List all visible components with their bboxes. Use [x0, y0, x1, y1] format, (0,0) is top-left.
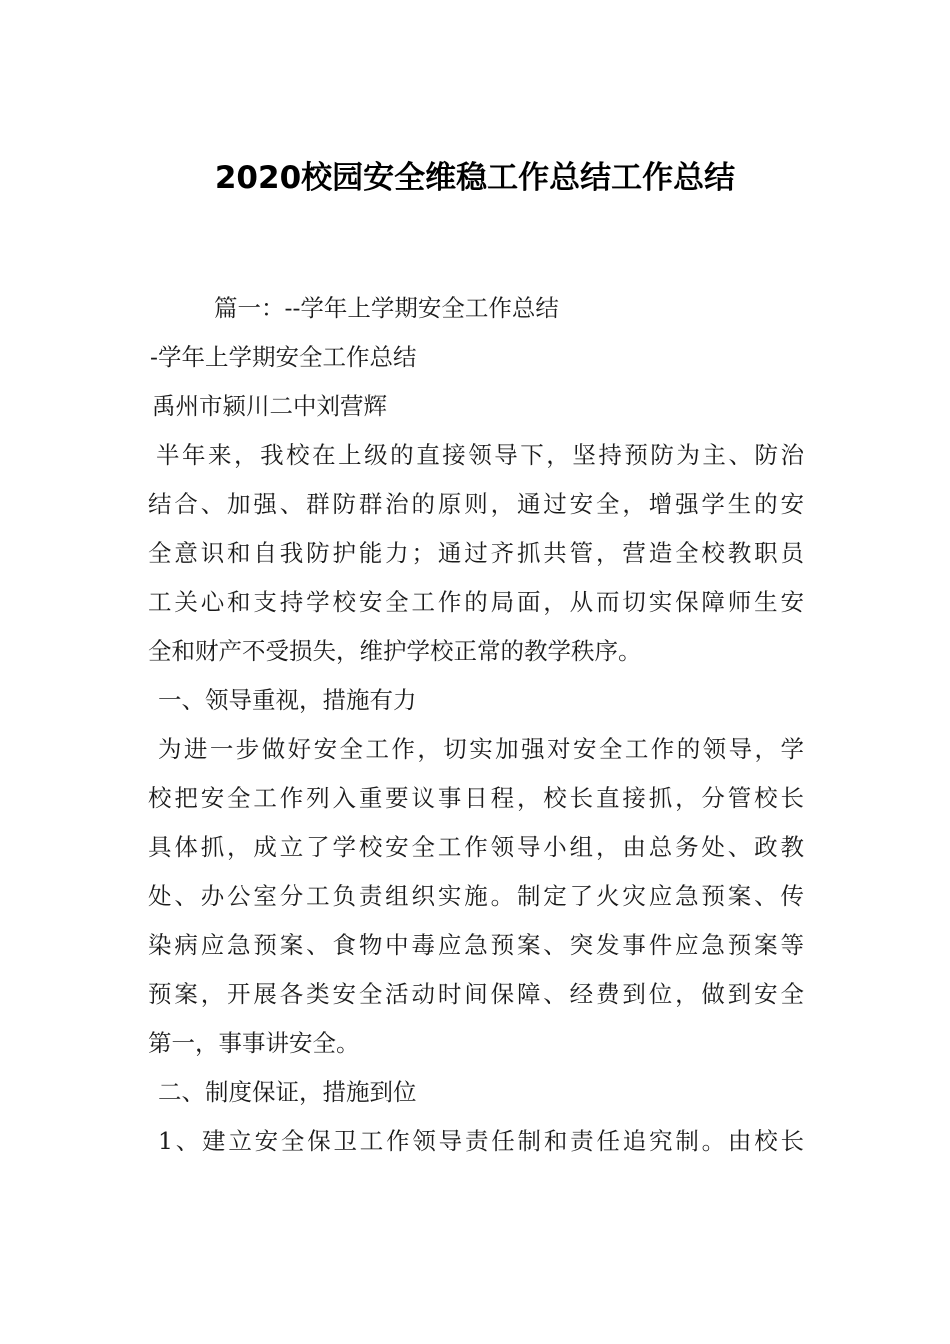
article-subtitle: -学年上学期安全工作总结 [150, 343, 417, 371]
section-heading: 二、制度保证，措施到位 [158, 1078, 417, 1106]
section-heading: 一、领导重视，措施有力 [158, 686, 417, 714]
paragraph-line: 校把安全工作列入重要议事日程，校长直接抓，分管校长 [148, 784, 804, 812]
paragraph-line: 预案，开展各类安全活动时间保障、经费到位，做到安全 [148, 980, 804, 1008]
paragraph-line: 第一，事事讲安全。 [148, 1029, 360, 1057]
paragraph-line: 1、建立安全保卫工作领导责任制和责任追究制。由校长 [158, 1127, 804, 1155]
paragraph-line: 具体抓，成立了学校安全工作领导小组，由总务处、政教 [148, 833, 804, 861]
paragraph-line: 全和财产不受损失，维护学校正常的教学秩序。 [148, 637, 642, 665]
document-title: 2020校园安全维稳工作总结工作总结 [214, 160, 736, 196]
paragraph-line: 半年来，我校在上级的直接领导下，坚持预防为主、防治 [156, 441, 804, 469]
paragraph-line: 处、办公室分工负责组织实施。制定了火灾应急预案、传 [148, 882, 804, 910]
paragraph-line: 为进一步做好安全工作，切实加强对安全工作的领导，学 [158, 735, 804, 763]
article-heading: 篇一：--学年上学期安全工作总结 [214, 294, 559, 322]
article-author: 禹州市颍川二中刘营辉 [152, 392, 387, 420]
paragraph-line: 结合、加强、群防群治的原则，通过安全，增强学生的安 [148, 490, 804, 518]
paragraph-line: 全意识和自我防护能力；通过齐抓共管，营造全校教职员 [148, 539, 804, 567]
paragraph-line: 工关心和支持学校安全工作的局面，从而切实保障师生安 [148, 588, 804, 616]
paragraph-line: 染病应急预案、食物中毒应急预案、突发事件应急预案等 [148, 931, 804, 959]
